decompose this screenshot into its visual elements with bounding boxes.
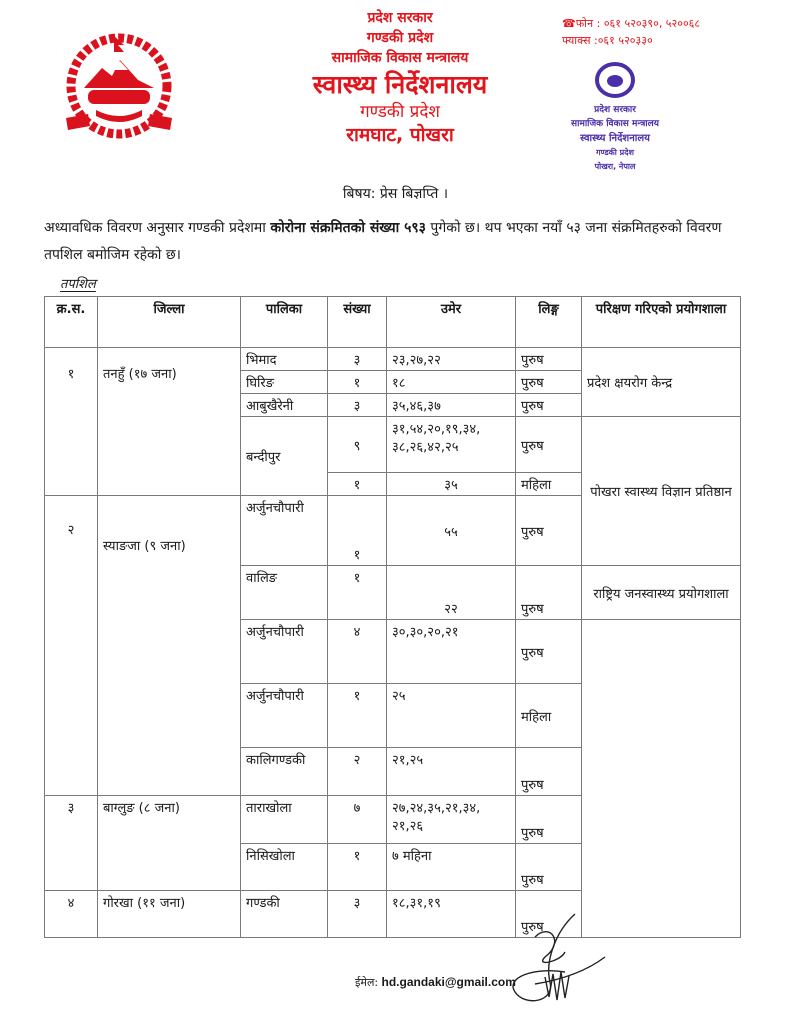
- header-palika: पालिका: [241, 297, 328, 348]
- contact-info: [562, 15, 700, 49]
- count-cell: १: [328, 844, 387, 891]
- email-label: ईमेल:: [355, 976, 379, 989]
- district-sn: २: [45, 496, 98, 796]
- sex-cell: पुरुष: [516, 371, 582, 394]
- palika-cell: भिमाद: [241, 348, 328, 371]
- count-cell: १: [328, 684, 387, 748]
- palika-cell: निसिखोला: [241, 844, 328, 891]
- letterhead-directorate: स्वास्थ्य निर्देशनालय: [312, 70, 488, 99]
- palika-cell: अर्जुनचौपारी: [241, 684, 328, 748]
- sex-cell: महिला: [516, 684, 582, 748]
- palika-cell: अर्जुनचौपारी: [241, 620, 328, 684]
- age-cell: ३०,३०,२०,२१: [387, 620, 516, 684]
- stamp-line-1: प्रदेश सरकार: [594, 105, 636, 115]
- tapashil-label: तपशिल: [60, 277, 96, 292]
- stamp-line-5: पोखरा, नेपाल: [594, 162, 636, 171]
- count-cell: ३: [328, 891, 387, 938]
- count-cell: ३: [328, 348, 387, 371]
- letterhead-province-2: गण्डकी प्रदेश: [360, 102, 440, 122]
- header-lab: परिक्षण गरिएको प्रयोगशाला: [582, 297, 741, 348]
- palika-cell: बन्दीपुर: [241, 417, 328, 496]
- header-age: उमेर: [387, 297, 516, 348]
- sex-cell: पुरुष: [516, 394, 582, 417]
- palika-cell: आबुखैरेनी: [241, 394, 328, 417]
- sex-cell: पुरुष: [516, 417, 582, 473]
- sex-cell: पुरुष: [516, 891, 582, 938]
- count-cell: ७: [328, 796, 387, 844]
- cases-table: [44, 296, 741, 938]
- age-cell: ५५: [387, 496, 516, 566]
- age-cell: ३१,५४,२०,१९,३४, ३८,२६,४२,२५: [387, 417, 516, 473]
- palika-cell: कालिगण्डकी: [241, 748, 328, 796]
- count-cell: ३: [328, 394, 387, 417]
- phone-icon: ☎: [562, 17, 576, 30]
- district-name: गोरखा (११ जना): [98, 891, 241, 938]
- lab-cell: प्रदेश क्षयरोग केन्द्र: [582, 348, 741, 417]
- count-cell: १: [328, 371, 387, 394]
- letterhead-government: प्रदेश सरकार: [367, 10, 433, 26]
- count-cell: १: [328, 473, 387, 496]
- district-name: तनहुँ (१७ जना): [98, 348, 241, 496]
- letterhead-address: रामघाट, पोखरा: [346, 124, 454, 146]
- stamp-line-3: स्वास्थ्य निर्देशनालय: [580, 133, 650, 144]
- age-cell: २५: [387, 684, 516, 748]
- district-sn: ४: [45, 891, 98, 938]
- sex-cell: पुरुष: [516, 348, 582, 371]
- sex-cell: महिला: [516, 473, 582, 496]
- phone-line: [562, 15, 700, 32]
- district-sn: १: [45, 348, 98, 496]
- table-row: [45, 348, 741, 371]
- email-address[interactable]: hd.gandaki@gmail.com: [381, 975, 516, 989]
- sex-cell: पुरुष: [516, 844, 582, 891]
- lab-cell: पोखरा स्वास्थ्य विज्ञान प्रतिष्ठान: [582, 417, 741, 566]
- palika-cell: अर्जुनचौपारी: [241, 496, 328, 566]
- count-cell: २: [328, 748, 387, 796]
- office-stamp-icon: [540, 62, 690, 180]
- stamp-line-4: गण्डकी प्रदेश: [596, 148, 634, 157]
- letterhead: [270, 8, 530, 147]
- body-text-1: अध्यावधिक विवरण अनुसार गण्डकी प्रदेशमा: [44, 220, 271, 236]
- letterhead-ministry: सामाजिक विकास मन्त्रालय: [331, 50, 469, 66]
- phone-number: फोन : ०६१ ५२०३९०, ५२००६८: [575, 17, 701, 30]
- age-cell: ७ महिना: [387, 844, 516, 891]
- sex-cell: पुरुष: [516, 620, 582, 684]
- body-text-bold: कोरोना संक्रमितको संख्या ५९३: [270, 220, 426, 236]
- count-cell: ९: [328, 417, 387, 473]
- lab-cell: राष्ट्रिय जनस्वास्थ्य प्रयोगशाला: [582, 566, 741, 620]
- palika-cell: वालिङ: [241, 566, 328, 620]
- subject-line: बिषय: प्रेस बिज्ञप्ति ।: [342, 186, 449, 202]
- header-district: जिल्ला: [98, 297, 241, 348]
- age-cell: २१,२५: [387, 748, 516, 796]
- stamp-line-2: सामाजिक विकास मन्त्रालय: [571, 119, 659, 129]
- sex-cell: पुरुष: [516, 748, 582, 796]
- palika-cell: ताराखोला: [241, 796, 328, 844]
- letterhead-province: गण्डकी प्रदेश: [366, 30, 434, 46]
- district-name: स्याङजा (९ जना): [98, 496, 241, 796]
- press-release-body: [44, 215, 744, 269]
- table-header-row: [45, 297, 741, 348]
- palika-cell: गण्डकी: [241, 891, 328, 938]
- age-cell: ३५,४६,३७: [387, 394, 516, 417]
- age-cell: १८,३१,१९: [387, 891, 516, 938]
- palika-cell: घिरिङ: [241, 371, 328, 394]
- age-cell: ३५: [387, 473, 516, 496]
- header-sn: क्र.स.: [45, 297, 98, 348]
- district-name: बाग्लुङ (८ जना): [98, 796, 241, 891]
- age-cell: २७,२४,३५,२१,३४, २१,२६: [387, 796, 516, 844]
- header-count: संख्या: [328, 297, 387, 348]
- body-text-2: पुगेको छ। थप भएका नयाँ ५३ जना संक्रमितहरुको विवरण तपशिल बमोजिम रहेको छ।: [44, 220, 722, 263]
- count-cell: ४: [328, 620, 387, 684]
- age-cell: १८: [387, 371, 516, 394]
- footer-email: [355, 975, 516, 990]
- header-sex: लिङ्ग: [516, 297, 582, 348]
- sex-cell: पुरुष: [516, 496, 582, 566]
- age-cell: २२: [387, 566, 516, 620]
- sex-cell: पुरुष: [516, 566, 582, 620]
- nepal-emblem-icon: [58, 30, 180, 142]
- lab-cell-empty: [582, 620, 741, 938]
- sex-cell: पुरुष: [516, 796, 582, 844]
- signature-icon: [505, 912, 610, 1012]
- age-cell: २३,२७,२२: [387, 348, 516, 371]
- count-cell: १: [328, 496, 387, 566]
- fax-number: फ्याक्स :०६१ ५२०३३०: [562, 34, 653, 47]
- district-sn: ३: [45, 796, 98, 891]
- count-cell: १: [328, 566, 387, 620]
